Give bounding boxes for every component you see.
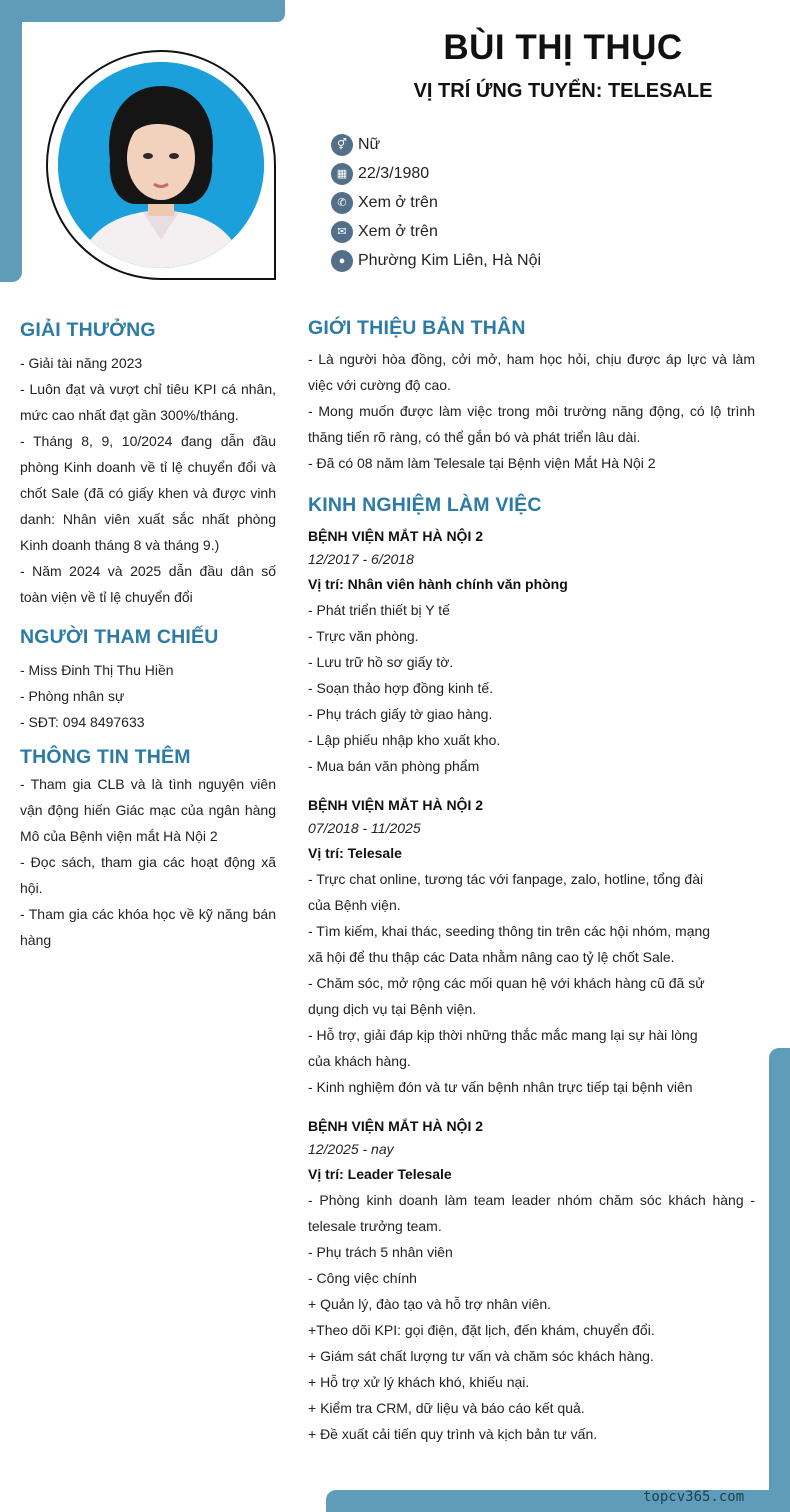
reference-item: - Phòng nhân sự (20, 688, 125, 704)
contact-gender-text: Nữ (358, 135, 381, 153)
contact-list (331, 130, 541, 275)
duty-item: - Trực chat online, tương tác với fanpage, zalo, hotline, tổng đài (308, 871, 704, 887)
about-list (308, 346, 755, 476)
duty-item: - Lập phiếu nhập kho xuất kho. (308, 732, 501, 748)
duty-item: - Mua bán văn phòng phẩm (308, 758, 480, 774)
job-company: BỆNH VIỆN MẮT HÀ NỘI 2 (308, 1118, 484, 1134)
accent-bar-top (0, 0, 285, 22)
duty-item: + Giám sát chất lượng tư vấn và chăm sóc khách hàng. (308, 1348, 654, 1364)
duty-item: của khách hàng. (308, 1053, 411, 1069)
profile-photo-frame (46, 50, 276, 280)
about-title: GIỚI THIỆU BẢN THÂN (308, 317, 526, 339)
extra-info-item: - Tham gia CLB và là tình nguyện viên vận động hiến Giác mạc của ngân hàng Mô của Bệnh viện mắt Hà Nội 2 (20, 776, 276, 844)
job-company: BỆNH VIỆN MẮT HÀ NỘI 2 (308, 797, 484, 813)
extra-info-item: - Tham gia các khóa học về kỹ năng bán hàng (20, 906, 276, 948)
portrait-illustration (58, 62, 264, 268)
awards-item: - Năm 2024 và 2025 dẫn đầu dân số toàn viện về tỉ lệ chuyển đổi (20, 563, 276, 605)
job-period: 12/2025 - nay (308, 1141, 394, 1157)
contact-address (331, 246, 541, 275)
accent-bar-left (0, 0, 22, 282)
awards-item: - Luôn đạt và vượt chỉ tiêu KPI cá nhân, mức cao nhất đạt gần 300%/tháng. (20, 381, 276, 423)
contact-email-text: Xem ở trên (358, 222, 438, 240)
candidate-name: BÙI THỊ THỤC (443, 28, 683, 67)
contact-gender (331, 130, 541, 159)
reference-item: - SĐT: 094 8497633 (20, 714, 145, 730)
email-icon: ✉ (331, 221, 353, 243)
duty-item: - Phòng kinh doanh làm team leader nhóm chăm sóc khách hàng - telesale trưởng team. (308, 1192, 755, 1234)
duty-item: + Kiểm tra CRM, dữ liệu và báo cáo kết quả. (308, 1400, 585, 1416)
job-period: 12/2017 - 6/2018 (308, 551, 414, 567)
duty-item: - Hỗ trợ, giải đáp kịp thời những thắc mắc mang lại sự hài lòng (308, 1027, 698, 1043)
job-role: Vị trí: Nhân viên hành chính văn phòng (308, 576, 568, 592)
duty-item: - Kinh nghiệm đón và tư vấn bệnh nhân trực tiếp tại bệnh viên (308, 1079, 693, 1095)
references-list (20, 657, 276, 735)
extra-info-item: - Đọc sách, tham gia các hoạt động xã hội. (20, 854, 276, 896)
location-icon: ● (331, 250, 353, 272)
awards-item: - Giải tài năng 2023 (20, 355, 143, 371)
contact-birthday (331, 159, 541, 188)
awards-title: GIẢI THƯỞNG (20, 319, 156, 341)
contact-birthday-text: 22/3/1980 (358, 164, 430, 182)
experience-title: KINH NGHIỆM LÀM VIỆC (308, 494, 542, 516)
contact-address-text: Phường Kim Liên, Hà Nội (358, 251, 542, 269)
duty-item: + Quản lý, đào tạo và hỗ trợ nhân viên. (308, 1296, 552, 1312)
duty-item: của Bệnh viện. (308, 897, 401, 913)
extra-info-title: THÔNG TIN THÊM (20, 746, 191, 768)
awards-list (20, 350, 276, 610)
duty-item: - Soạn thảo hợp đồng kinh tế. (308, 680, 494, 696)
job-period: 07/2018 - 11/2025 (308, 820, 421, 836)
duty-item: - Phụ trách giấy tờ giao hàng. (308, 706, 493, 722)
calendar-icon: ▦ (331, 163, 353, 185)
duty-item: dụng dịch vụ tại Bệnh viện. (308, 1001, 477, 1017)
profile-photo (58, 62, 264, 268)
job-duties (308, 866, 755, 1100)
about-item: - Đã có 08 năm làm Telesale tại Bệnh viện Mắt Hà Nội 2 (308, 455, 656, 471)
job-duties (308, 597, 755, 779)
duty-item: - Trực văn phòng. (308, 628, 419, 644)
duty-item: - Chăm sóc, mở rộng các mối quan hệ với khách hàng cũ đã sử (308, 975, 705, 991)
duty-item: - Tìm kiếm, khai thác, seeding thông tin trên các hội nhóm, mạng (308, 923, 711, 939)
job-duties (308, 1187, 755, 1447)
gender-icon: ⚥ (331, 134, 353, 156)
duty-item: - Công việc chính (308, 1270, 417, 1286)
applied-position: VỊ TRÍ ỨNG TUYỂN: TELESALE (413, 80, 713, 102)
job-entry (308, 794, 755, 1100)
watermark: topcv365.com (643, 1489, 745, 1505)
job-role: Vị trí: Telesale (308, 845, 402, 861)
accent-bar-right (769, 1048, 790, 1512)
awards-item: - Tháng 8, 9, 10/2024 đang dẫn đầu phòng Kinh doanh về tỉ lệ chuyển đổi và chốt Sale (đã có giấy khen và được vinh danh: Nhân viên xuất sắc nhất phòng Kinh doanh tháng 8 và tháng 9.) (20, 433, 276, 553)
duty-item: - Phát triển thiết bị Y tế (308, 602, 450, 618)
job-company: BỆNH VIỆN MẮT HÀ NỘI 2 (308, 528, 484, 544)
contact-phone-text: Xem ở trên (358, 193, 438, 211)
duty-item: xã hội để thu thập các Data nhằm nâng cao tỷ lệ chốt Sale. (308, 949, 675, 965)
about-item: - Là người hòa đồng, cởi mở, ham học hỏi, chịu được áp lực và làm việc với cường độ cao. (308, 351, 755, 393)
about-item: - Mong muốn được làm việc trong môi trường năng động, có lộ trình thăng tiến rõ ràng, có thể gắn bó và phát triển lâu dài. (308, 403, 755, 445)
duty-item: - Phụ trách 5 nhân viên (308, 1244, 453, 1260)
job-entry (308, 525, 755, 779)
job-role: Vị trí: Leader Telesale (308, 1166, 452, 1182)
duty-item: + Hỗ trợ xử lý khách khó, khiếu nại. (308, 1374, 530, 1390)
duty-item: + Đề xuất cải tiến quy trình và kịch bản tư vấn. (308, 1426, 598, 1442)
extra-info-list (20, 771, 276, 953)
references-title: NGƯỜI THAM CHIẾU (20, 626, 219, 648)
reference-item: - Miss Đinh Thị Thu Hiền (20, 662, 174, 678)
phone-icon: ✆ (331, 192, 353, 214)
contact-phone (331, 188, 541, 217)
duty-item: - Lưu trữ hồ sơ giấy tờ. (308, 654, 454, 670)
job-entry (308, 1115, 755, 1447)
duty-item: +Theo dõi KPI: gọi điện, đặt lịch, đến khám, chuyển đổi. (308, 1322, 655, 1338)
contact-email (331, 217, 541, 246)
